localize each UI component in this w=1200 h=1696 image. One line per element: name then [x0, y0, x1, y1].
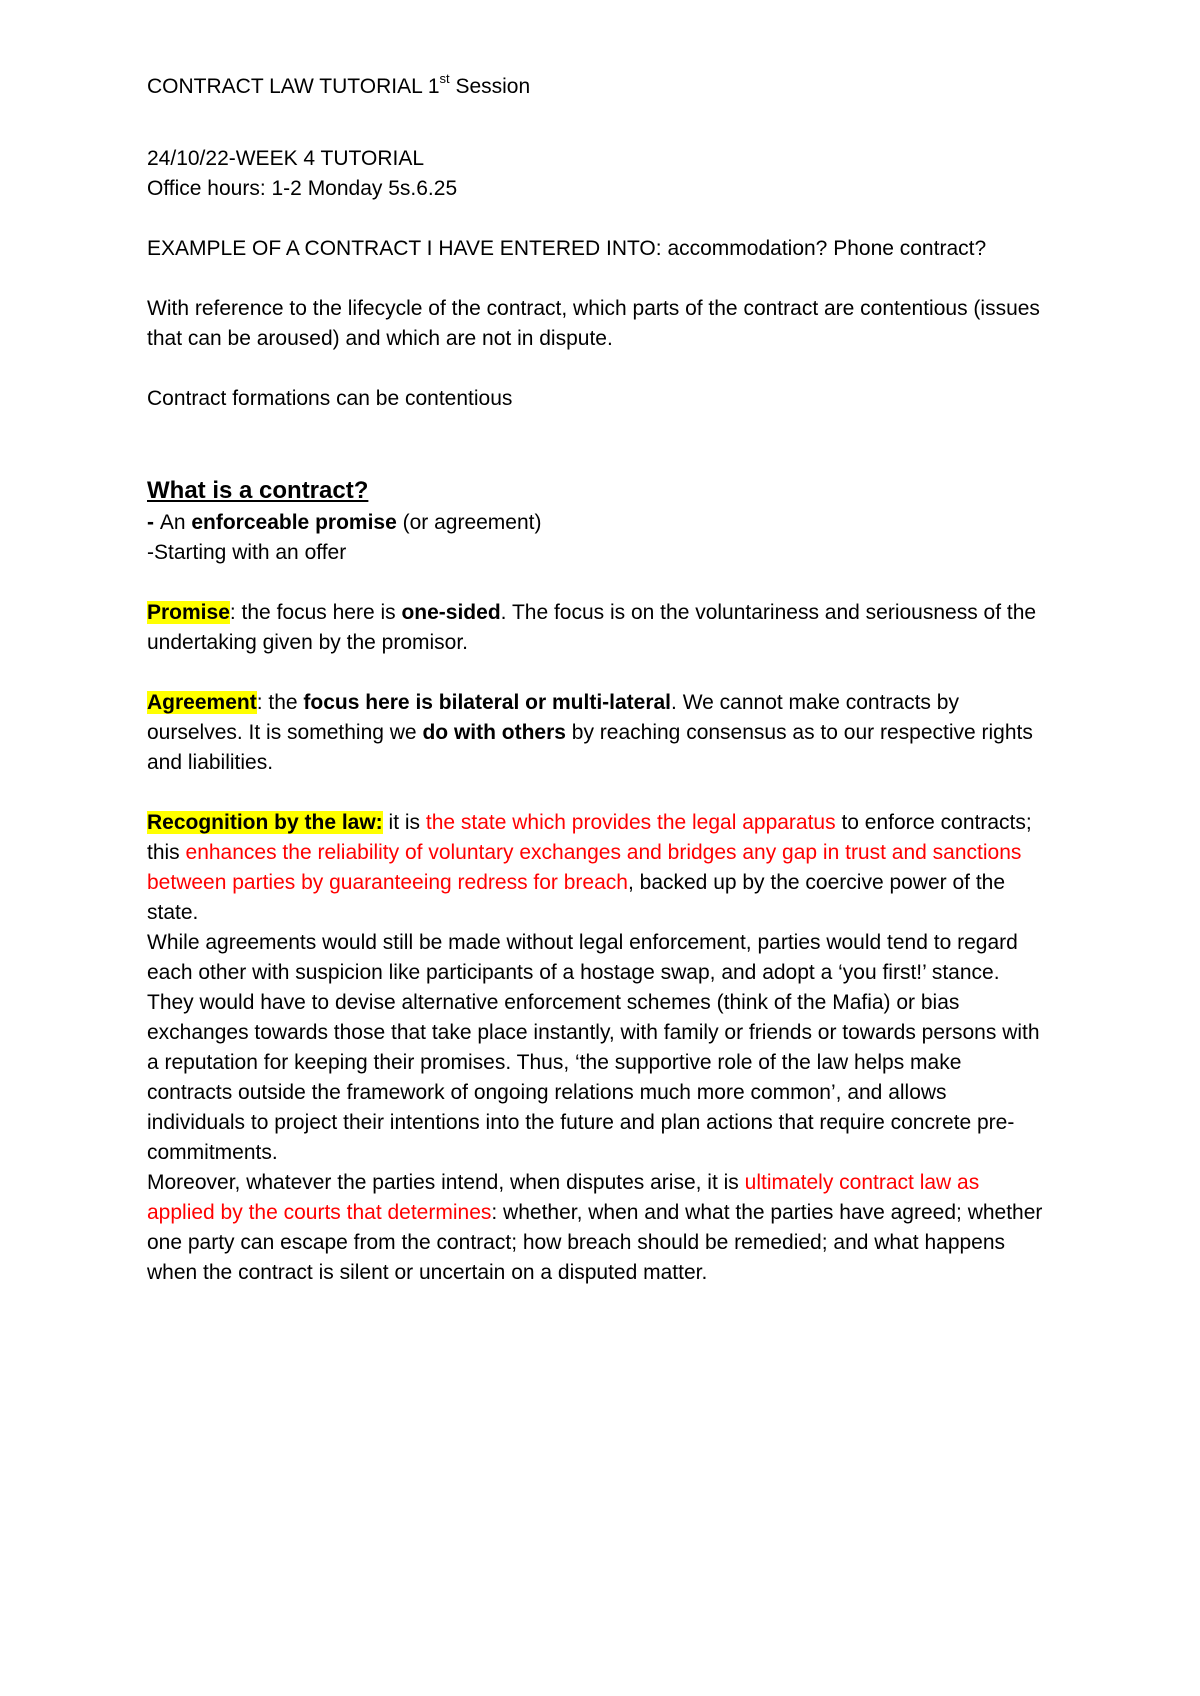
example-label: EXAMPLE OF A CONTRACT I HAVE ENTERED INTO: — [147, 237, 662, 260]
section-heading: What is a contract? — [147, 477, 369, 504]
courts-red-text: ultimately contract law as applied by the courts that determines — [147, 1171, 980, 1224]
recognition-text: , backed up by the coercive power of the state. — [147, 871, 1006, 924]
spacer — [147, 778, 1050, 808]
definition-line — [147, 508, 1050, 538]
date-line: 24/10/22-WEEK 4 TUTORIAL — [147, 147, 425, 170]
title-session: Session — [449, 75, 531, 98]
promise-label: Promise — [147, 601, 230, 624]
agreement-text: by reaching consensus as to our respective rights and liabilities. — [147, 721, 1033, 774]
courts-text: : whether, when and what the parties have agreed; whether one party can escape from the contract; how breach should be remedied; and what happens when the contract is silent or uncertain on a disputed matter. — [147, 1201, 1043, 1284]
spacer — [147, 354, 1050, 384]
recognition-text: to enforce contracts; this — [147, 811, 1032, 864]
spacer — [147, 204, 1050, 234]
agreement-text: : the — [256, 691, 304, 714]
spacer — [147, 102, 1050, 144]
example-text: accommodation? Phone contract? — [661, 237, 987, 260]
courts-paragraph — [147, 1168, 1050, 1288]
agreement-bold: focus here is bilateral or multi-lateral — [303, 691, 672, 714]
recognition-red-text: enhances the reliability of voluntary exchanges and bridges any gap in trust and sanctions between parties by guaranteeing redress for breach — [147, 841, 1022, 894]
recognition-red-text: the state which provides the legal apparatus — [425, 811, 836, 834]
definition-pre: An — [159, 511, 192, 534]
spacer — [147, 568, 1050, 598]
spacer — [147, 414, 1050, 444]
lifecycle-paragraph: With reference to the lifecycle of the contract, which parts of the contract are contentious (issues that can be aroused) and which are not in dispute. — [147, 297, 1040, 350]
definition-post: (or agreement) — [396, 511, 542, 534]
document-title — [147, 72, 1050, 102]
promise-text: . The focus is on the voluntariness and seriousness of the undertaking given by the promisor. — [147, 601, 1037, 654]
promise-paragraph — [147, 598, 1050, 658]
recognition-paragraph — [147, 808, 1050, 928]
definition-bold: enforceable promise — [191, 511, 397, 534]
agreement-label: Agreement — [147, 691, 257, 714]
courts-text: Moreover, whatever the parties intend, when disputes arise, it is — [147, 1171, 745, 1194]
promise-bold: one-sided — [401, 601, 501, 624]
promise-text: : the focus here is — [229, 601, 402, 624]
spacer — [147, 444, 1050, 474]
agreement-text: . We cannot make contracts by ourselves. It is something we — [147, 691, 959, 744]
hostage-paragraph: While agreements would still be made without legal enforcement, parties would tend to regard each other with suspicion like participants of a hostage swap, and adopt a ‘you first!’ stance. — [147, 931, 1018, 984]
example-paragraph — [147, 234, 1050, 264]
formation-paragraph: Contract formations can be contentious — [147, 387, 513, 410]
spacer — [147, 264, 1050, 294]
recognition-label: Recognition by the law: — [147, 811, 383, 834]
spacer — [147, 658, 1050, 688]
starting-line: -Starting with an offer — [147, 541, 347, 564]
agreement-paragraph — [147, 688, 1050, 778]
agreement-bold: do with others — [422, 721, 566, 744]
title-text: CONTRACT LAW TUTORIAL 1 — [147, 75, 440, 98]
recognition-text: it is — [382, 811, 426, 834]
office-hours: Office hours: 1-2 Monday 5s.6.25 — [147, 177, 458, 200]
definition-dash: - — [147, 511, 160, 534]
title-superscript: st — [439, 71, 450, 86]
mafia-paragraph: They would have to devise alternative enforcement schemes (think of the Mafia) or bias exchanges towards those that take place instantly, with family or friends or towards persons with a reputation for keeping their promises. Thus, ‘the supportive role of the law helps make contracts outside the framework of ongoing relations much more common’, and allows individuals to project their intentions into the future and plan actions that require concrete pre-commitments. — [147, 991, 1040, 1164]
